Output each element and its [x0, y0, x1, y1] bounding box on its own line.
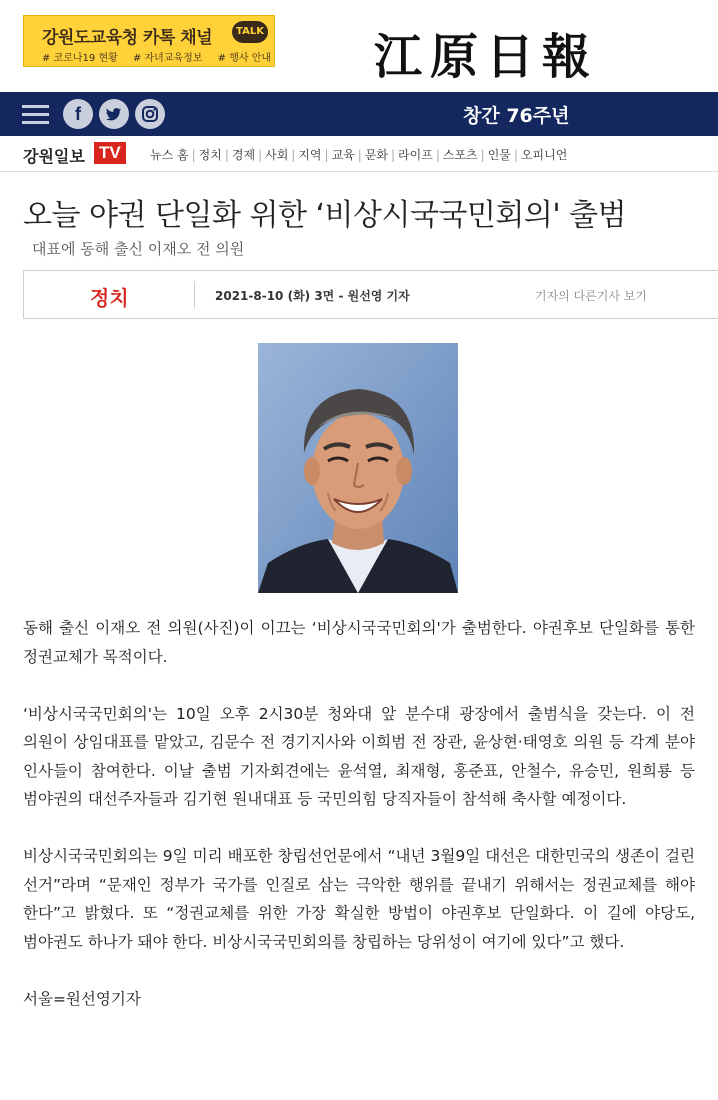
site-logo[interactable]: 江原日報 — [374, 29, 599, 85]
menu-item-society[interactable]: 사회 — [265, 148, 289, 162]
menu-items: 뉴스 홈 | 정치 | 경제 | 사회 | 지역 | 교육 | 문화 | 라이프 | 스포츠 | 인물 | 오피니언 — [150, 148, 568, 162]
hamburger-menu-icon[interactable] — [22, 105, 49, 124]
kakao-channel-ad[interactable] — [23, 15, 275, 67]
article-paragraph: 비상시국국민회의는 9일 미리 배포한 창립선언문에서 “내년 3월9일 대선은 대한민국의 생존이 걸린 선거”라며 “문재인 정부가 국가를 인질로 삼는 극악한 행위를 끝내기 위해서는 정권교체를 해야 한다”고 밝혔다. 또 “정권교체를 위한 가장 확실한 방법이 야권후보 단일화다. 이 길에 야당도, 범야권도 하나가 돼야 한다. 비상시국국민회의를 창립하는 당위성이 여기에 있다”고 했다. — [23, 847, 695, 951]
portrait-illustration — [258, 343, 458, 593]
more-articles-link[interactable]: 기자의 다른기사 보기 — [535, 289, 647, 303]
menu-item-people[interactable]: 인물 — [487, 148, 511, 162]
talk-badge-icon: TALK — [232, 21, 268, 43]
menu-item-opinion[interactable]: 오피니언 — [520, 148, 568, 162]
top-navbar — [0, 92, 718, 136]
ad-tags — [42, 49, 283, 64]
menu-item-region[interactable]: 지역 — [298, 148, 322, 162]
ad-title: 강원도교육청 카톡 채널 — [42, 28, 213, 48]
facebook-icon[interactable]: f — [63, 99, 93, 129]
instagram-glyph — [135, 99, 165, 129]
article-headline: 오늘 야권 단일화 위한 ‘비상시국국민회의' 출범 — [23, 198, 627, 233]
twitter-icon[interactable] — [99, 99, 129, 129]
ad-tag: # 코로나19 현황 — [42, 53, 118, 64]
brand-name[interactable]: 강원일보 — [23, 147, 85, 166]
category-label[interactable]: 정치 — [90, 286, 129, 310]
section-menu — [0, 136, 718, 172]
article-body — [23, 614, 695, 1013]
divider — [194, 281, 195, 309]
menu-item-sports[interactable]: 스포츠 — [442, 148, 478, 162]
article-subheadline: 대표에 동해 출신 이재오 전 의원 — [32, 240, 245, 258]
menu-item-life[interactable]: 라이프 — [398, 148, 433, 162]
menu-item-economy[interactable]: 경제 — [231, 148, 256, 162]
anniversary-text: 창간 76주년 — [463, 105, 570, 127]
menu-item-education[interactable]: 교육 — [331, 148, 355, 162]
instagram-icon[interactable] — [135, 99, 165, 129]
article-paragraph: 동해 출신 이재오 전 의원(사진)이 이끄는 ‘비상시국국민회의'가 출범한다. 야권후보 단일화를 통한 정권교체가 목적이다. — [23, 619, 695, 666]
article-photo — [258, 343, 458, 593]
menu-item-culture[interactable]: 문화 — [364, 148, 388, 162]
top-banner — [0, 0, 718, 92]
article-byline: 서울=원선영기자 — [23, 989, 141, 1008]
ad-tag: # 자녀교육정보 — [132, 53, 203, 64]
twitter-bird-glyph — [99, 99, 129, 129]
tv-badge[interactable]: TV — [94, 142, 126, 164]
article-info-box — [23, 270, 718, 319]
menu-item-politics[interactable]: 정치 — [198, 148, 222, 162]
article-paragraph: ‘비상시국국민회의'는 10일 오후 2시30분 청와대 앞 분수대 광장에서 출범식을 갖는다. 이 전 의원이 상임대표를 맡았고, 김문수 전 경기지사와 이희범 전 장관, 윤상현·태영호 의원 등 각계 분야 인사들이 참여한다. 이날 출범 기자회견에는 윤석열, 최재형, 홍준표, 안철수, 유승민, 원희룡 등 범야권의 대선주자들과 김기현 원내대표 등 국민의힘 당직자들이 참석해 축사할 예정이다. — [23, 704, 695, 808]
ad-tag: # 행사 안내 — [217, 53, 272, 64]
menu-item-news-home[interactable]: 뉴스 홈 — [150, 148, 189, 162]
article-meta: 2021-8-10 (화) 3면 - 원선영 기자 — [215, 289, 410, 303]
